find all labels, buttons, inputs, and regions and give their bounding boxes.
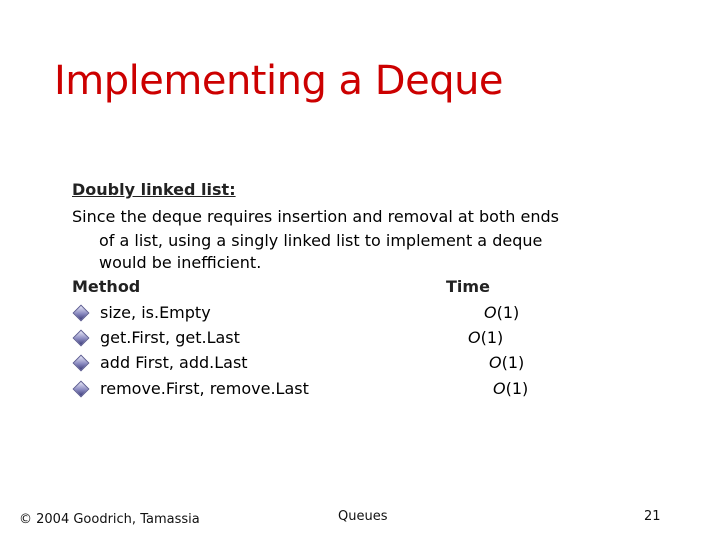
column-method-header: Method bbox=[72, 277, 141, 296]
big-o-argument: (1) bbox=[501, 353, 525, 372]
footer-section: Queues bbox=[338, 509, 388, 524]
diamond-bullet-icon bbox=[73, 355, 90, 372]
page-number: 21 bbox=[644, 509, 661, 524]
time-complexity bbox=[493, 379, 528, 399]
paragraph-line-1: Since the deque requires insertion and removal at both ends bbox=[72, 207, 559, 226]
big-o-symbol: O bbox=[493, 379, 506, 398]
big-o-argument: (1) bbox=[505, 379, 529, 398]
big-o-symbol: O bbox=[484, 303, 497, 322]
method-name: get.First, get.Last bbox=[100, 328, 240, 347]
column-time-header: Time bbox=[446, 277, 490, 296]
time-complexity bbox=[468, 328, 503, 348]
diamond-bullet-icon bbox=[73, 330, 90, 347]
big-o-symbol: O bbox=[468, 328, 481, 347]
method-name: add First, add.Last bbox=[100, 353, 248, 372]
paragraph-line-2: of a list, using a singly linked list to implement a deque bbox=[99, 231, 543, 250]
big-o-argument: (1) bbox=[496, 303, 520, 322]
section-heading: Doubly linked list: bbox=[72, 180, 236, 199]
big-o-argument: (1) bbox=[480, 328, 504, 347]
time-complexity bbox=[489, 353, 524, 373]
diamond-bullet-icon bbox=[73, 305, 90, 322]
method-name: remove.First, remove.Last bbox=[100, 379, 309, 398]
method-name: size, is.Empty bbox=[100, 303, 211, 322]
slide-title: Implementing a Deque bbox=[54, 58, 504, 104]
footer-copyright: © 2004 Goodrich, Tamassia bbox=[19, 512, 200, 527]
big-o-symbol: O bbox=[489, 353, 502, 372]
time-complexity bbox=[484, 303, 519, 323]
diamond-bullet-icon bbox=[73, 381, 90, 398]
paragraph-line-3: would be inefficient. bbox=[99, 253, 262, 272]
